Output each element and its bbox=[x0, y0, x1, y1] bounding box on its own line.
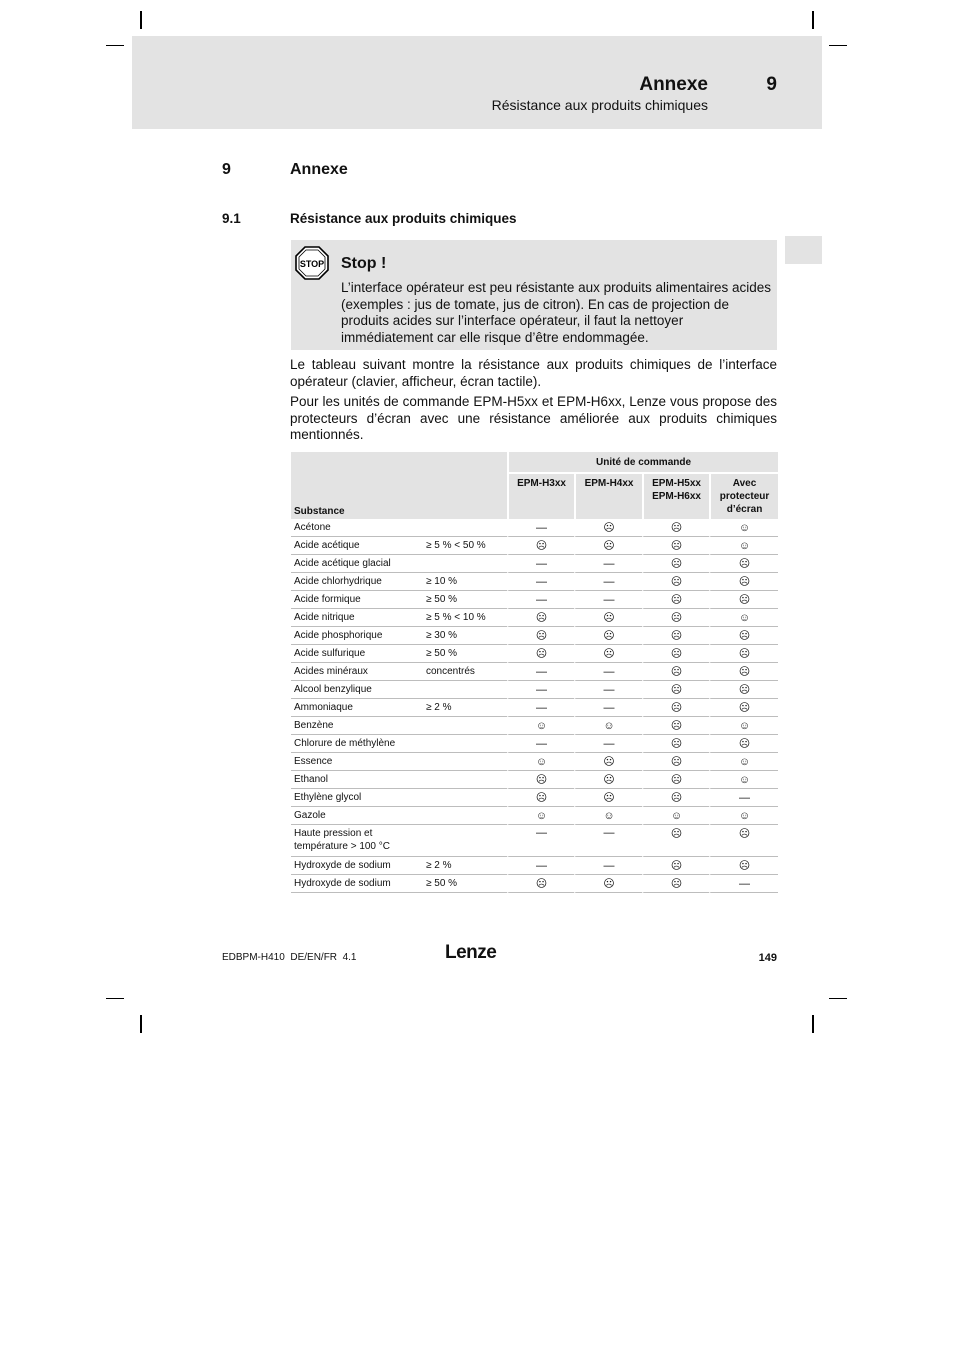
page-number: 149 bbox=[758, 952, 777, 964]
table-row bbox=[291, 555, 778, 573]
resistance-cell: ☹ bbox=[642, 663, 709, 681]
substance-cell: Hydroxyde de sodium bbox=[291, 875, 426, 893]
concentration-cell bbox=[426, 735, 507, 753]
substance-cell: Acide chlorhydrique bbox=[291, 573, 426, 591]
stop-sign-label: STOP bbox=[299, 259, 325, 269]
resistance-cell: ☺ bbox=[709, 807, 778, 825]
table-row bbox=[291, 807, 778, 825]
substance-cell: Benzène bbox=[291, 717, 426, 735]
resistance-cell: ☹ bbox=[709, 825, 778, 857]
device-header: EPM-H4xx bbox=[574, 474, 642, 519]
concentration-cell: ≥ 50 % bbox=[426, 645, 507, 663]
resistance-cell: ☹ bbox=[642, 519, 709, 537]
device-header: EPM-H5xx EPM-H6xx bbox=[642, 474, 709, 519]
resistance-cell: ☹ bbox=[709, 591, 778, 609]
crop-mark-bottom-right-h bbox=[829, 998, 847, 999]
table-row bbox=[291, 735, 778, 753]
resistance-cell: ☹ bbox=[574, 645, 642, 663]
resistance-cell: ☹ bbox=[642, 857, 709, 875]
resistance-cell: ☹ bbox=[642, 555, 709, 573]
resistance-cell: ☹ bbox=[642, 699, 709, 717]
resistance-cell: ☹ bbox=[642, 771, 709, 789]
device-header: EPM-H3xx bbox=[507, 474, 574, 519]
resistance-cell: ☹ bbox=[574, 537, 642, 555]
header-subtitle: Résistance aux produits chimiques bbox=[491, 97, 708, 113]
substance-header: Substance bbox=[291, 452, 507, 519]
substance-cell: Chlorure de méthylène bbox=[291, 735, 426, 753]
device-header: Avec protecteur d’écran bbox=[709, 474, 778, 519]
substance-cell: Acide formique bbox=[291, 591, 426, 609]
substance-cell: Acide acétique glacial bbox=[291, 555, 426, 573]
substance-cell: Ammoniaque bbox=[291, 699, 426, 717]
resistance-cell: ☹ bbox=[574, 771, 642, 789]
resistance-cell: ☹ bbox=[507, 537, 574, 555]
header-chapter-number: 9 bbox=[766, 74, 777, 95]
stop-notice-title: Stop ! bbox=[341, 255, 387, 272]
table-row bbox=[291, 875, 778, 893]
substance-cell: Ethylène glycol bbox=[291, 789, 426, 807]
resistance-cell: ☹ bbox=[574, 627, 642, 645]
concentration-cell: concentrés bbox=[426, 663, 507, 681]
resistance-cell: — bbox=[709, 875, 778, 893]
resistance-cell: ☺ bbox=[507, 807, 574, 825]
resistance-cell: ☹ bbox=[642, 537, 709, 555]
resistance-cell: ☹ bbox=[709, 681, 778, 699]
resistance-cell: ☺ bbox=[574, 717, 642, 735]
table-row bbox=[291, 645, 778, 663]
resistance-cell: ☹ bbox=[642, 735, 709, 753]
substance-cell: Gazole bbox=[291, 807, 426, 825]
table-row bbox=[291, 537, 778, 555]
resistance-cell: — bbox=[507, 519, 574, 537]
resistance-cell: ☹ bbox=[642, 717, 709, 735]
table-row bbox=[291, 609, 778, 627]
concentration-cell: ≥ 30 % bbox=[426, 627, 507, 645]
table-row bbox=[291, 627, 778, 645]
document-reference: EDBPM-H410 DE/EN/FR 4.1 bbox=[222, 952, 357, 963]
section-title: Annexe bbox=[290, 161, 348, 178]
concentration-cell bbox=[426, 825, 507, 857]
substance-cell: Ethanol bbox=[291, 771, 426, 789]
table-row bbox=[291, 753, 778, 771]
table-row bbox=[291, 857, 778, 875]
resistance-cell: ☹ bbox=[642, 573, 709, 591]
stop-notice-text: L’interface opérateur est peu résistante aux produits alimentaires acides (exemples : jus de tomate, jus de citron). En cas de projection de produits acides sur l’interface opérateur, il faut la nettoyer immédiatement car elle risque d’être endommagée. bbox=[341, 280, 771, 345]
concentration-cell bbox=[426, 807, 507, 825]
substance-cell: Hydroxyde de sodium bbox=[291, 857, 426, 875]
resistance-cell: ☹ bbox=[709, 857, 778, 875]
substance-cell: Essence bbox=[291, 753, 426, 771]
resistance-cell: ☺ bbox=[709, 753, 778, 771]
stop-sign-icon bbox=[295, 246, 329, 280]
resistance-cell: ☺ bbox=[709, 717, 778, 735]
resistance-cell: ☹ bbox=[574, 519, 642, 537]
resistance-cell: — bbox=[507, 825, 574, 857]
concentration-cell: ≥ 5 % < 10 % bbox=[426, 609, 507, 627]
resistance-cell: — bbox=[507, 573, 574, 591]
concentration-cell: ≥ 50 % bbox=[426, 875, 507, 893]
resistance-cell: — bbox=[574, 681, 642, 699]
resistance-cell: ☹ bbox=[507, 771, 574, 789]
resistance-cell: ☺ bbox=[642, 807, 709, 825]
resistance-cell: ☹ bbox=[642, 875, 709, 893]
resistance-cell: ☺ bbox=[574, 807, 642, 825]
concentration-cell bbox=[426, 753, 507, 771]
screen-protector-paragraph: Pour les unités de commande EPM-H5xx et EPM-H6xx, Lenze vous propose des protecteurs d’écran avec une résistance améliorée aux produits chimiques mentionnés. bbox=[290, 394, 777, 442]
crop-mark-bottom-left-h bbox=[106, 998, 124, 999]
resistance-cell: ☺ bbox=[709, 609, 778, 627]
resistance-cell: — bbox=[507, 735, 574, 753]
resistance-cell: ☹ bbox=[709, 663, 778, 681]
resistance-cell: — bbox=[507, 663, 574, 681]
resistance-cell: — bbox=[574, 735, 642, 753]
table-body bbox=[291, 519, 778, 893]
resistance-cell: ☹ bbox=[709, 573, 778, 591]
resistance-cell: — bbox=[574, 591, 642, 609]
resistance-cell: ☺ bbox=[507, 753, 574, 771]
control-unit-header: Unité de commande bbox=[507, 452, 778, 474]
chapter-side-tab bbox=[785, 236, 822, 264]
chemical-resistance-table bbox=[291, 452, 778, 893]
table-row bbox=[291, 591, 778, 609]
table-row bbox=[291, 573, 778, 591]
substance-cell: Acides minéraux bbox=[291, 663, 426, 681]
intro-paragraph: Le tableau suivant montre la résistance aux produits chimiques de l’interface opérateur (clavier, afficheur, écran tactile). bbox=[290, 357, 777, 389]
resistance-cell: — bbox=[709, 789, 778, 807]
resistance-cell: ☹ bbox=[507, 789, 574, 807]
resistance-cell: ☹ bbox=[709, 645, 778, 663]
resistance-cell: ☺ bbox=[507, 717, 574, 735]
resistance-cell: ☹ bbox=[642, 609, 709, 627]
resistance-cell: ☹ bbox=[709, 555, 778, 573]
resistance-cell: — bbox=[507, 699, 574, 717]
resistance-cell: ☹ bbox=[642, 825, 709, 857]
subsection-number: 9.1 bbox=[222, 211, 241, 226]
table-row bbox=[291, 519, 778, 537]
concentration-cell bbox=[426, 717, 507, 735]
resistance-cell: — bbox=[574, 555, 642, 573]
substance-cell: Acide phosphorique bbox=[291, 627, 426, 645]
header-band bbox=[132, 36, 822, 129]
resistance-cell: ☺ bbox=[709, 771, 778, 789]
section-number: 9 bbox=[222, 161, 231, 178]
resistance-cell: ☹ bbox=[507, 627, 574, 645]
concentration-cell bbox=[426, 555, 507, 573]
crop-mark-top-right-v bbox=[812, 11, 814, 29]
resistance-cell: ☹ bbox=[507, 875, 574, 893]
resistance-cell: — bbox=[507, 555, 574, 573]
substance-cell: Haute pression et température > 100 °C bbox=[291, 825, 426, 857]
concentration-cell bbox=[426, 519, 507, 537]
concentration-cell: ≥ 10 % bbox=[426, 573, 507, 591]
resistance-cell: ☹ bbox=[507, 609, 574, 627]
resistance-cell: ☺ bbox=[709, 519, 778, 537]
resistance-cell: ☹ bbox=[642, 627, 709, 645]
concentration-cell: ≥ 50 % bbox=[426, 591, 507, 609]
resistance-cell: ☹ bbox=[709, 627, 778, 645]
resistance-cell: — bbox=[507, 681, 574, 699]
substance-cell: Acide sulfurique bbox=[291, 645, 426, 663]
subsection-title: Résistance aux produits chimiques bbox=[290, 211, 517, 226]
resistance-cell: ☹ bbox=[642, 681, 709, 699]
lenze-logo: Lenze bbox=[445, 942, 497, 963]
concentration-cell: ≥ 2 % bbox=[426, 857, 507, 875]
substance-cell: Acétone bbox=[291, 519, 426, 537]
table-row bbox=[291, 663, 778, 681]
resistance-cell: ☹ bbox=[574, 753, 642, 771]
substance-cell: Alcool benzylique bbox=[291, 681, 426, 699]
crop-mark-top-left-h bbox=[106, 45, 124, 46]
resistance-cell: — bbox=[574, 663, 642, 681]
resistance-cell: ☹ bbox=[507, 645, 574, 663]
resistance-cell: ☹ bbox=[642, 753, 709, 771]
header-title: Annexe bbox=[639, 74, 708, 95]
resistance-cell: — bbox=[574, 825, 642, 857]
concentration-cell bbox=[426, 789, 507, 807]
resistance-cell: ☹ bbox=[574, 875, 642, 893]
concentration-cell: ≥ 2 % bbox=[426, 699, 507, 717]
table-row bbox=[291, 825, 778, 857]
crop-mark-top-right-h bbox=[829, 45, 847, 46]
resistance-cell: ☹ bbox=[709, 735, 778, 753]
crop-mark-top-left-v bbox=[140, 11, 142, 29]
table-row bbox=[291, 717, 778, 735]
concentration-cell: ≥ 5 % < 50 % bbox=[426, 537, 507, 555]
table-row bbox=[291, 699, 778, 717]
resistance-cell: — bbox=[574, 857, 642, 875]
resistance-cell: — bbox=[574, 573, 642, 591]
resistance-cell: ☹ bbox=[642, 645, 709, 663]
crop-mark-bottom-left-v bbox=[140, 1015, 142, 1033]
table-row bbox=[291, 771, 778, 789]
table-row bbox=[291, 789, 778, 807]
resistance-cell: ☹ bbox=[574, 789, 642, 807]
resistance-cell: ☹ bbox=[574, 609, 642, 627]
resistance-cell: ☹ bbox=[642, 591, 709, 609]
resistance-cell: ☺ bbox=[709, 537, 778, 555]
resistance-cell: — bbox=[507, 857, 574, 875]
crop-mark-bottom-right-v bbox=[812, 1015, 814, 1033]
substance-cell: Acide nitrique bbox=[291, 609, 426, 627]
concentration-cell bbox=[426, 681, 507, 699]
concentration-cell bbox=[426, 771, 507, 789]
resistance-cell: ☹ bbox=[709, 699, 778, 717]
resistance-cell: ☹ bbox=[642, 789, 709, 807]
substance-cell: Acide acétique bbox=[291, 537, 426, 555]
resistance-cell: — bbox=[574, 699, 642, 717]
table-row bbox=[291, 681, 778, 699]
resistance-cell: — bbox=[507, 591, 574, 609]
